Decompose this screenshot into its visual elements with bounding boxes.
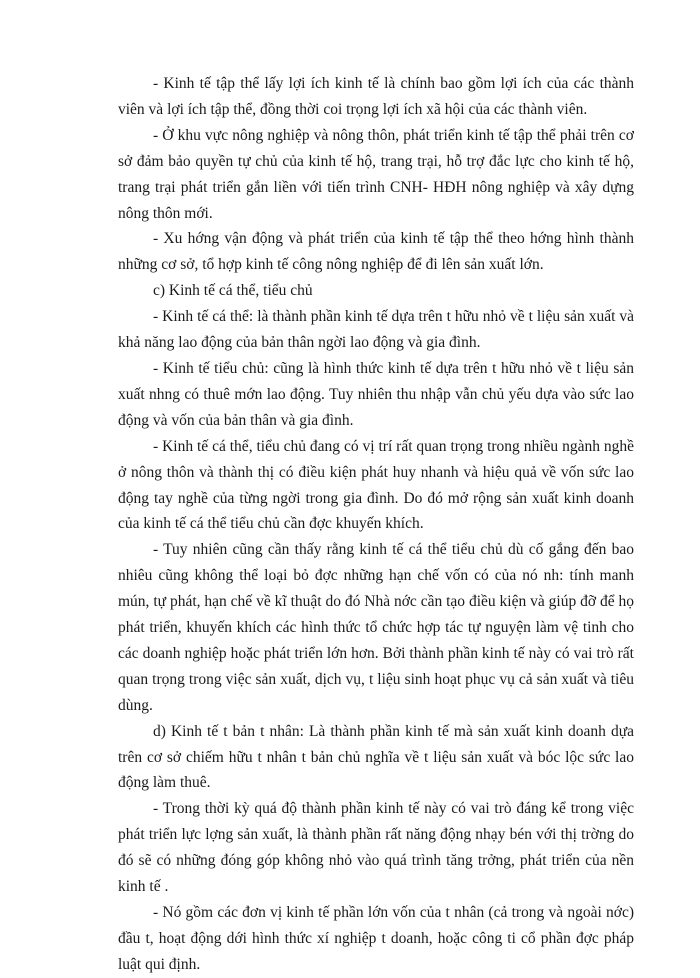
paragraph-individual-economy: - Kinh tế cá thể: là thành phần kinh tế dựa trên t hữu nhỏ về t liệu sản xuất và khả năng lao động của bản thân ngời lao động và gia đình. bbox=[118, 308, 634, 352]
paragraph-small-owner-economy: - Kinh tế tiểu chủ: cũng là hình thức kinh tế dựa trên t hữu nhỏ về t liệu sản xuất nhng có thuê mớn lao động. Tuy nhiên thu nhập vẫn chủ yếu dựa vào sức lao động và vốn của bản thân và gia đình. bbox=[118, 359, 634, 429]
paragraph-private-capitalist-economy: d) Kinh tế t bản t nhân: Là thành phần kinh tế mà sản xuất kinh doanh dựa trên cơ sở chiếm hữu t nhân t bản chủ nghĩa về t liệu sản xuất và bóc lộc sức lao động làm thuê. bbox=[118, 722, 634, 792]
document-body bbox=[118, 71, 634, 978]
paragraph-individual-role: - Kinh tế cá thể, tiểu chủ đang có vị trí rất quan trọng trong nhiều ngành nghề ở nông thôn và thành thị có điều kiện phát huy nhanh và hiệu quả về vốn sức lao động tay nghề của từng ngời trong gia đình. Do đó mở rộng sản xuất kinh doanh của kinh tế cá thể tiểu chủ cần đợc khuyến khích. bbox=[118, 437, 634, 533]
section-heading-individual-small-owner: c) Kinh tế cá thể, tiểu chủ bbox=[153, 282, 313, 300]
paragraph-private-capitalist-role: - Trong thời kỳ quá độ thành phần kinh tế này có vai trò đáng kể trong việc phát triển lực lợng sản xuất, là thành phần rất năng động nhạy bén với thị trờng do đó sẽ có những đóng góp không nhỏ vào quá trình tăng trởng, phát triển của nền kinh tế . bbox=[118, 800, 634, 896]
paragraph-private-capitalist-units: - Nó gồm các đơn vị kinh tế phần lớn vốn của t nhân (cả trong và ngoài nớc) đầu t, hoạt động dới hình thức xí nghiệp t doanh, hoặc công ti cổ phần đợc pháp luật qui định. bbox=[118, 904, 634, 973]
paragraph-rural-collective-economy: - Ở khu vực nông nghiệp và nông thôn, phát triển kinh tế tập thể phải trên cơ sở đảm bảo quyền tự chủ của kinh tế hộ, trang trại, hỗ trợ đắc lực cho kinh tế hộ, trang trại phát triển gắn liền với tiến trình CNH- HĐH nông nghiệp và xây dựng nông thôn mới. bbox=[118, 126, 634, 222]
paragraph-individual-limitations: - Tuy nhiên cũng cần thấy rằng kinh tế cá thể tiểu chủ dù cố gắng đến bao nhiêu cũng không thể loại bỏ đợc những hạn chế vốn có của nó nh: tính manh mún, tự phát, hạn chế về kĩ thuật do đó Nhà nớc cần tạo điều kiện và giúp đỡ để họ phát triển, khuyến khích các hình thức tổ chức hợp tác tự nguyện làm vệ tinh cho các doanh nghiệp hoặc phát triển lớn hơn. Bởi thành phần kinh tế này có vai trò rất quan trọng trong việc sản xuất, dịch vụ, t liệu sinh hoạt phục vụ cả sản xuất và tiêu dùng. bbox=[118, 541, 634, 714]
paragraph-collective-economy-trend: - Xu hớng vận động và phát triển của kinh tế tập thể theo hớng hình thành những cơ sở, tổ hợp kinh tế công nông nghiệp để đi lên sản xuất lớn. bbox=[118, 230, 634, 274]
paragraph-collective-economy-interest: - Kinh tế tập thể lấy lợi ích kinh tế là chính bao gồm lợi ích của các thành viên và lợi ích tập thể, đồng thời coi trọng lợi ích xã hội của các thành viên. bbox=[118, 75, 634, 118]
